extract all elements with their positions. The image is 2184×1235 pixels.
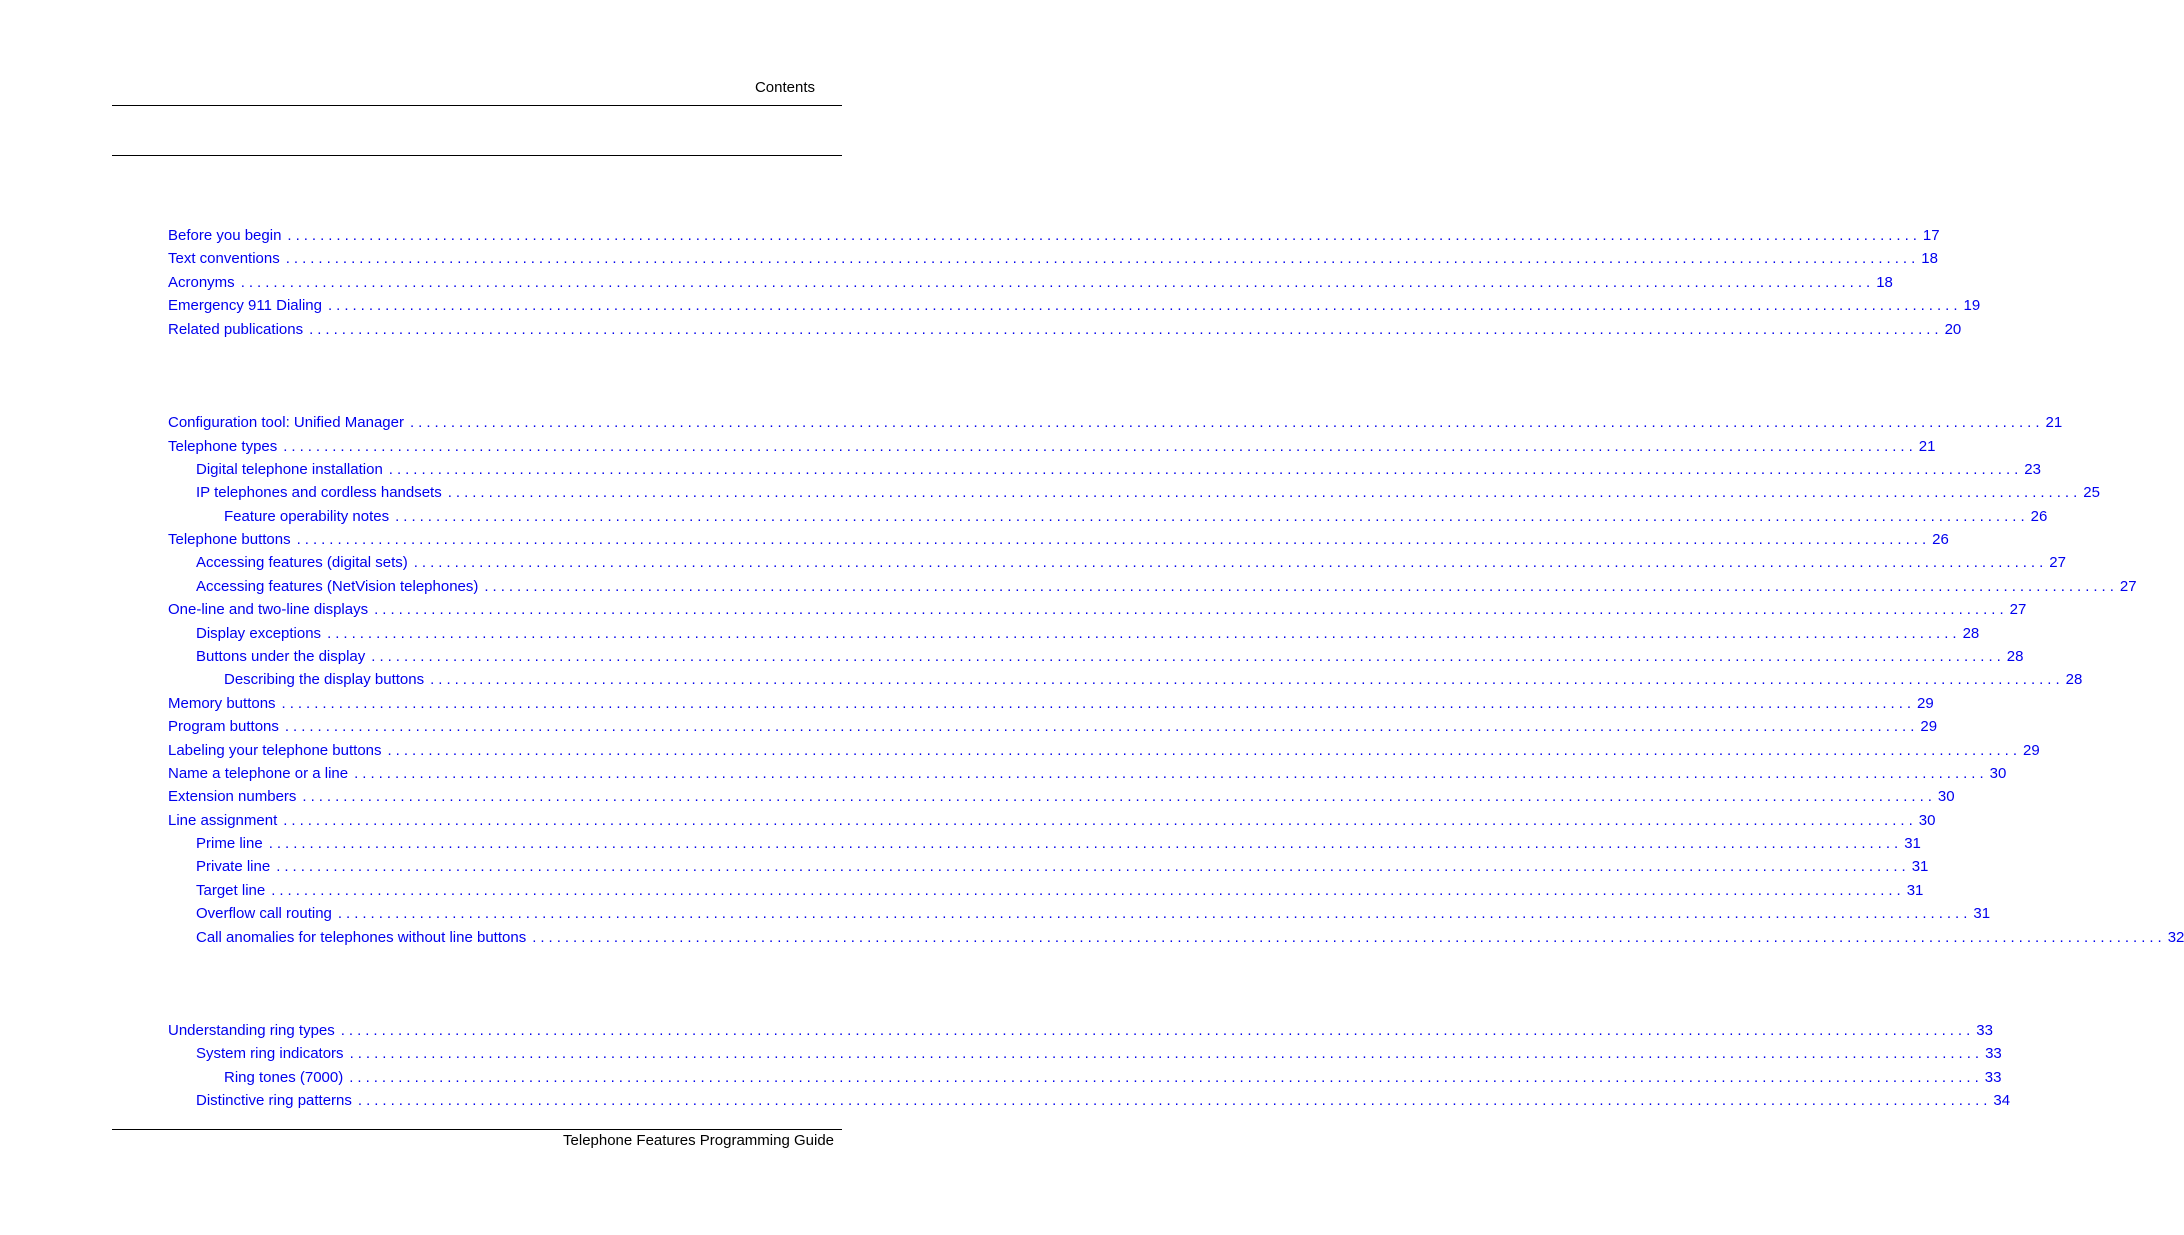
toc-entry[interactable]: Prime line ........................................................................................................................................................................................................ 31 [196,835,1921,852]
toc-entry[interactable]: IP telephones and cordless handsets ........................................................................................................................................................................................................ 25 [196,484,2100,501]
running-footer-title: Telephone Features Programming Guide [563,1132,834,1149]
toc-entry[interactable]: Labeling your telephone buttons ........................................................................................................................................................................................................ 29 [168,742,2040,759]
toc-entry[interactable]: Extension numbers ........................................................................................................................................................................................................ 30 [168,788,1955,805]
toc-entry[interactable]: Program buttons ........................................................................................................................................................................................................ 29 [168,718,1938,735]
toc-entry[interactable]: Private line ........................................................................................................................................................................................................ 31 [196,858,1929,875]
toc-entry[interactable]: Buttons under the display ........................................................................................................................................................................................................ 28 [196,648,2024,665]
toc-entry[interactable]: Display exceptions ........................................................................................................................................................................................................ 28 [196,625,1980,642]
toc-entry[interactable]: One-line and two-line displays ........................................................................................................................................................................................................ 27 [168,601,2027,618]
footer-rule [112,1129,842,1130]
toc-entry[interactable]: Name a telephone or a line ........................................................................................................................................................................................................ 30 [168,765,2007,782]
toc-entry[interactable]: Emergency 911 Dialing ........................................................................................................................................................................................................ 19 [168,297,1981,314]
toc-entry[interactable]: Telephone types ........................................................................................................................................................................................................ 21 [168,438,1936,455]
toc-entry[interactable]: Distinctive ring patterns ........................................................................................................................................................................................................ 34 [196,1092,2011,1109]
toc-entry[interactable]: Target line ........................................................................................................................................................................................................ 31 [196,882,1924,899]
toc-entry[interactable]: Memory buttons ........................................................................................................................................................................................................ 29 [168,695,1934,712]
toc-entry[interactable]: Digital telephone installation ........................................................................................................................................................................................................ 23 [196,461,2041,478]
toc-entry[interactable]: Understanding ring types ........................................................................................................................................................................................................ 33 [168,1022,1993,1039]
toc-entry[interactable]: Related publications ........................................................................................................................................................................................................ 20 [168,321,1962,338]
toc-entry[interactable]: Before you begin ........................................................................................................................................................................................................ 17 [168,227,1940,244]
toc-entry[interactable]: Acronyms ........................................................................................................................................................................................................ 18 [168,274,1893,291]
toc-entry[interactable]: Ring tones (7000) ........................................................................................................................................................................................................ 33 [224,1069,2002,1086]
toc-entry[interactable]: Accessing features (NetVision telephones) ........................................................................................................................................................................................................ 27 [196,578,2137,595]
toc-entry[interactable]: Describing the display buttons ........................................................................................................................................................................................................ 28 [224,671,2083,688]
toc-entry[interactable]: Accessing features (digital sets) ........................................................................................................................................................................................................ 27 [196,554,2066,571]
toc-entry[interactable]: Telephone buttons ........................................................................................................................................................................................................ 26 [168,531,1949,548]
toc-entry[interactable]: Text conventions ........................................................................................................................................................................................................ 18 [168,250,1938,267]
toc-entry[interactable]: Feature operability notes ........................................................................................................................................................................................................ 26 [224,508,2048,525]
running-header-title: Contents [754,79,815,96]
toc-entry[interactable]: Call anomalies for telephones without line buttons ........................................................................................................................................................................................................ 32 [196,929,2184,946]
toc-entry[interactable]: Overflow call routing ........................................................................................................................................................................................................ 31 [196,905,1991,922]
toc-entry[interactable]: System ring indicators ........................................................................................................................................................................................................ 33 [196,1045,2002,1062]
toc-entry[interactable]: Configuration tool: Unified Manager ........................................................................................................................................................................................................ 21 [168,414,2063,431]
toc-entry[interactable]: Line assignment ........................................................................................................................................................................................................ 30 [168,812,1936,829]
